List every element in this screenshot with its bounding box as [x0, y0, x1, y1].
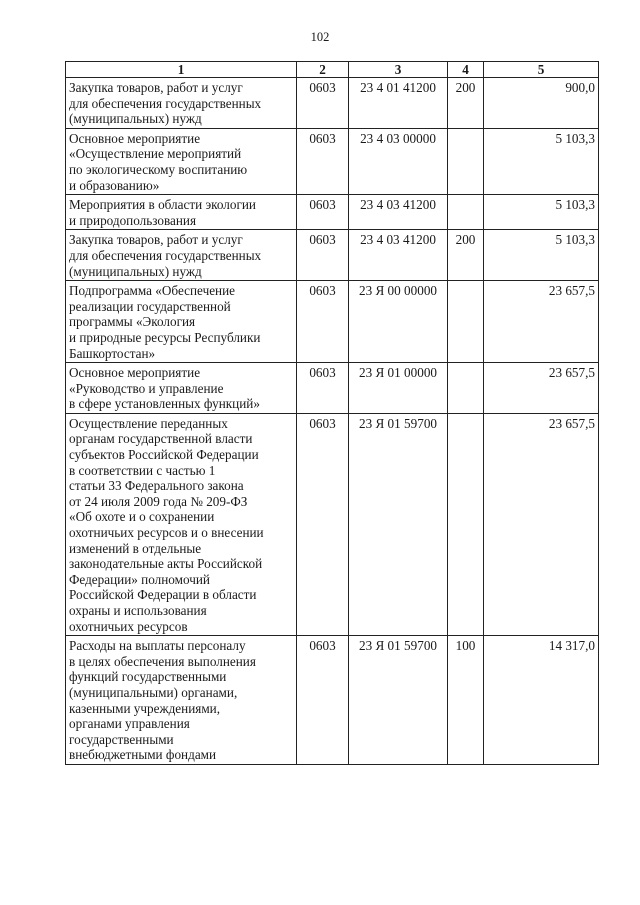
- row-target-code: 23 Я 01 59700: [349, 636, 448, 765]
- row-section: 0603: [297, 413, 349, 635]
- row-amount: 5 103,3: [484, 195, 599, 230]
- row-section: 0603: [297, 230, 349, 281]
- page-number: 102: [310, 30, 330, 44]
- row-expense-type: 200: [448, 78, 484, 129]
- budget-table: [65, 61, 599, 765]
- row-target-code: 23 Я 00 00000: [349, 281, 448, 363]
- row-expense-type: [448, 363, 484, 414]
- row-amount: 5 103,3: [484, 128, 599, 194]
- row-section: 0603: [297, 128, 349, 194]
- row-expense-type: 100: [448, 636, 484, 765]
- header-col-5: 5: [484, 62, 599, 78]
- table-row: [66, 230, 599, 281]
- row-name: Мероприятия в области экологии и природопользования: [66, 195, 297, 230]
- row-expense-type: [448, 413, 484, 635]
- row-target-code: 23 Я 01 59700: [349, 413, 448, 635]
- row-section: 0603: [297, 281, 349, 363]
- table-row: [66, 636, 599, 765]
- row-section: 0603: [297, 363, 349, 414]
- row-name: Расходы на выплаты персоналу в целях обеспечения выполнения функций государственными (муниципальными) органами, казенными учреждениями, органами управления государственными внебюджетными фондами: [66, 636, 297, 765]
- table-row: [66, 363, 599, 414]
- row-amount: 23 657,5: [484, 363, 599, 414]
- row-amount: 900,0: [484, 78, 599, 129]
- header-col-3: 3: [349, 62, 448, 78]
- row-target-code: 23 4 03 41200: [349, 195, 448, 230]
- table-row: [66, 78, 599, 129]
- table-row: [66, 195, 599, 230]
- row-section: 0603: [297, 636, 349, 765]
- row-target-code: 23 Я 01 00000: [349, 363, 448, 414]
- row-target-code: 23 4 03 00000: [349, 128, 448, 194]
- row-name: Закупка товаров, работ и услуг для обеспечения государственных (муниципальных) нужд: [66, 230, 297, 281]
- row-target-code: 23 4 01 41200: [349, 78, 448, 129]
- row-name: Осуществление переданных органам государственной власти субъектов Российской Федерации в соответствии с частью 1 статьи 33 Федерального закона от 24 июля 2009 года № 209-ФЗ «Об охоте и о сохранении охотничьих ресурсов и о внесении изменений в отдельные законодательные акты Российской Федерации» полномочий Российской Федерации в области охраны и использования охотничьих ресурсов: [66, 413, 297, 635]
- row-section: 0603: [297, 78, 349, 129]
- row-expense-type: [448, 128, 484, 194]
- table-row: [66, 413, 599, 635]
- row-name: Закупка товаров, работ и услуг для обеспечения государственных (муниципальных) нужд: [66, 78, 297, 129]
- row-name: Основное мероприятие «Руководство и управление в сфере установленных функций»: [66, 363, 297, 414]
- row-amount: 23 657,5: [484, 413, 599, 635]
- row-target-code: 23 4 03 41200: [349, 230, 448, 281]
- row-expense-type: 200: [448, 230, 484, 281]
- table-row: [66, 281, 599, 363]
- row-expense-type: [448, 195, 484, 230]
- row-section: 0603: [297, 195, 349, 230]
- header-row: [66, 62, 599, 78]
- row-name: Основное мероприятие «Осуществление мероприятий по экологическому воспитанию и образованию»: [66, 128, 297, 194]
- table-row: [66, 128, 599, 194]
- header-col-2: 2: [297, 62, 349, 78]
- row-amount: 14 317,0: [484, 636, 599, 765]
- header-col-1: 1: [66, 62, 297, 78]
- row-amount: 23 657,5: [484, 281, 599, 363]
- row-expense-type: [448, 281, 484, 363]
- row-name: Подпрограмма «Обеспечение реализации государственной программы «Экология и природные ресурсы Республики Башкортостан»: [66, 281, 297, 363]
- row-amount: 5 103,3: [484, 230, 599, 281]
- header-col-4: 4: [448, 62, 484, 78]
